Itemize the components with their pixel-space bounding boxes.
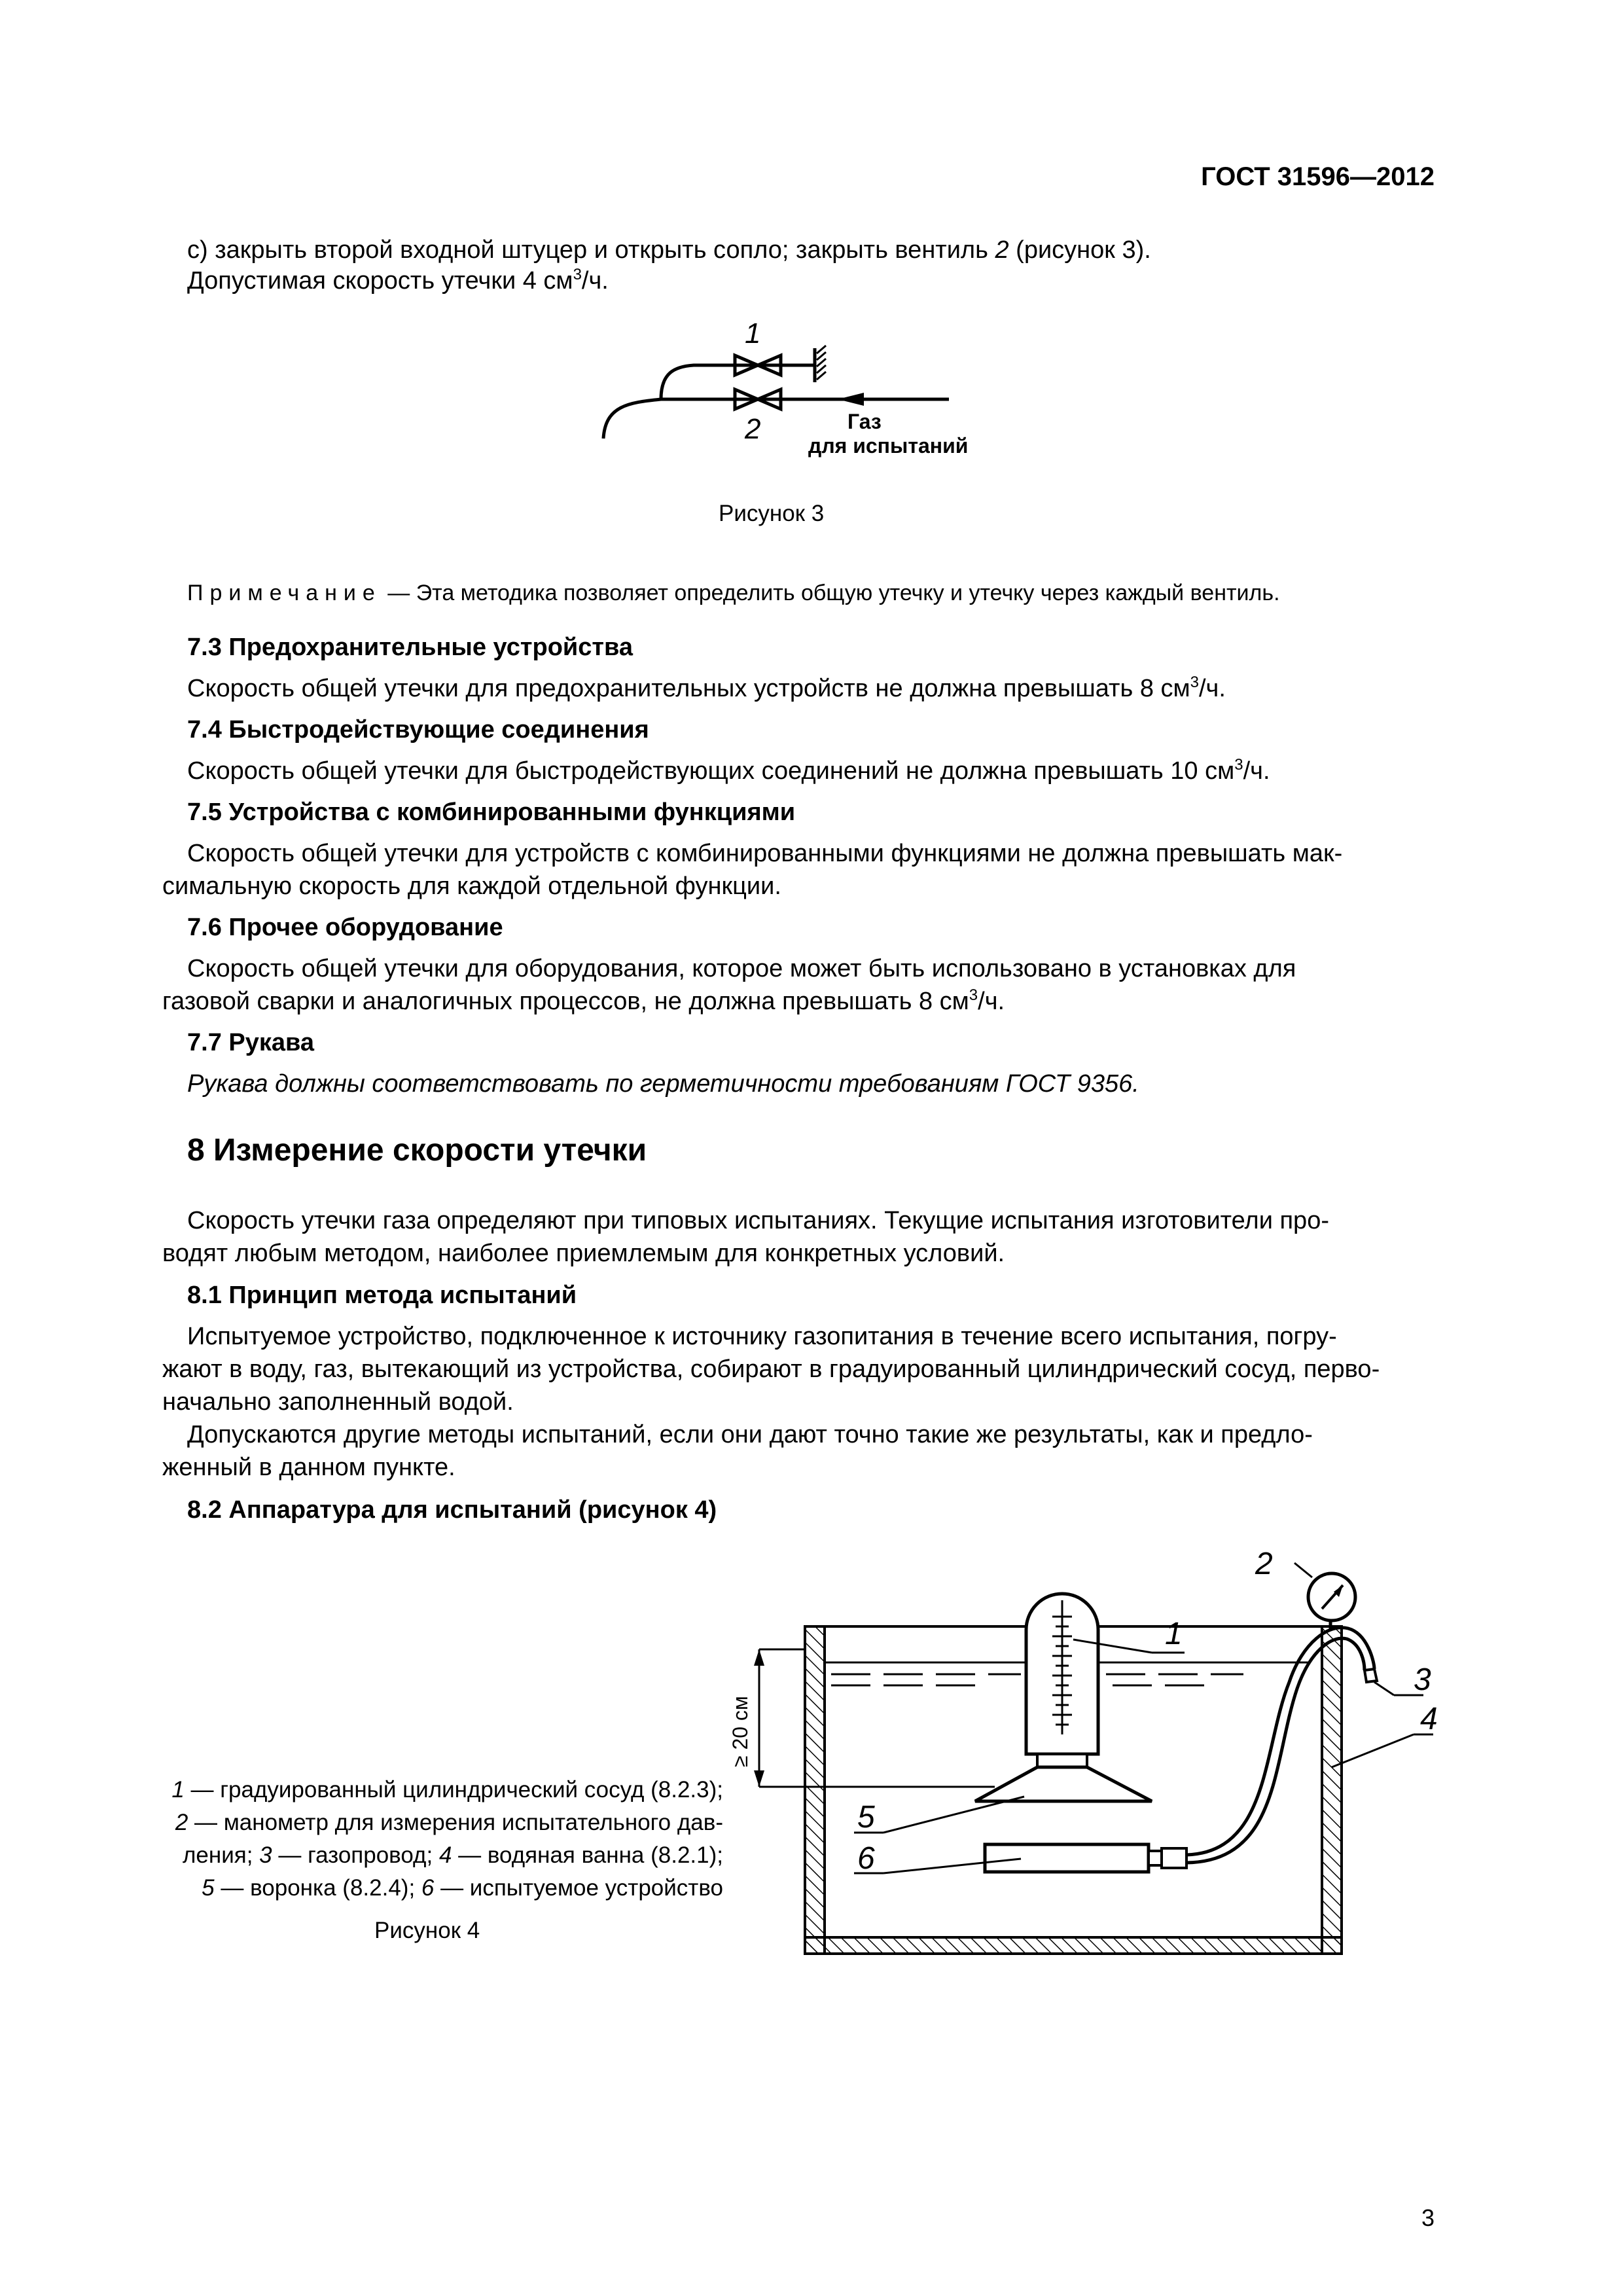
section-7-3-text (187, 671, 1435, 707)
bath-bottom (805, 1937, 1342, 1954)
legend-line-3 (105, 1839, 723, 1872)
legend-num-6: 6 (421, 1875, 435, 1901)
section-7-6-body: газовой сварки и аналогичных процессов, не должна превышать 8 см (162, 988, 969, 1015)
section-7-6-unit: /ч. (978, 988, 1005, 1015)
section-7-4-unit: /ч. (1243, 757, 1270, 785)
note-text: — Эта методика позволяет определить общую утечку и утечку через каждый вентиль. (381, 581, 1280, 605)
legend-line-2 (105, 1806, 723, 1839)
note (187, 577, 1435, 609)
figure-3-diagram (576, 308, 969, 478)
legend-text-6: — испытуемое устройство (434, 1875, 723, 1901)
section-8-1-line-3: начально заполненный водой. (162, 1388, 514, 1416)
figure-3-label-1: 1 (745, 317, 761, 350)
section-7-6-line-2 (162, 984, 1005, 1020)
legend-text-2b: ления; (183, 1842, 260, 1868)
item-c-rate-text: Допустимая скорость утечки 4 см (187, 267, 573, 295)
document-standard-number: ГОСТ 31596—2012 (1201, 162, 1435, 191)
section-7-5-line-1: Скорость общей утечки для устройств с комбинированными функциями не должна превышать мак- (187, 840, 1343, 867)
legend-line-4 (105, 1872, 723, 1905)
section-7-6-line-1: Скорость общей утечки для оборудования, которое может быть использовано в установках для (187, 955, 1296, 982)
section-7-7-text (187, 1066, 1435, 1102)
legend-text-3: — газопровод; (272, 1842, 439, 1868)
figure-3-gas-label: Газ (847, 410, 882, 433)
section-8-1-title: 8.1 Принцип метода испытаний (187, 1282, 577, 1309)
section-8-1-line-1: Испытуемое устройство, подключенное к источнику газопитания в течение всего испытания, погру- (187, 1323, 1337, 1350)
figure-4-label-6: 6 (857, 1841, 875, 1876)
section-7-6-title: 7.6 Прочее оборудование (187, 914, 503, 941)
figure-4-label-2: 2 (1255, 1547, 1273, 1581)
item-c-rate (187, 263, 1435, 299)
section-7-6-sup: 3 (969, 986, 978, 1004)
figure-4-label-4: 4 (1420, 1702, 1438, 1736)
legend-text-2: — манометр для измерения испытательного дав- (188, 1810, 723, 1835)
figure-4-caption: Рисунок 4 (374, 1918, 480, 1943)
figure-4-legend (105, 1774, 723, 1905)
bath-right-wall (1322, 1626, 1342, 1954)
figure-4-label-1: 1 (1165, 1617, 1183, 1651)
section-8-intro-line-2: водят любым методом, наиболее приемлемым для конкретных условий. (162, 1240, 1005, 1267)
section-8-intro-line-1: Скорость утечки газа определяют при типовых испытаниях. Текущие испытания изготовители про- (187, 1207, 1329, 1234)
legend-line-1 (105, 1774, 723, 1806)
section-7-4-body: Скорость общей утечки для быстродействующих соединений не должна превышать 10 см (187, 757, 1235, 785)
figure-3-caption: Рисунок 3 (719, 501, 825, 526)
item-c-rate-sup: 3 (573, 266, 582, 283)
section-8-title: 8 Измерение скорости утечки (187, 1133, 647, 1168)
test-device (985, 1844, 1149, 1872)
figure-3-label-2: 2 (745, 413, 761, 445)
item-c-rate-unit: /ч. (581, 267, 609, 295)
legend-num-5: 5 (202, 1875, 215, 1901)
figure-4-label-3: 3 (1414, 1662, 1431, 1697)
legend-num-4: 4 (438, 1842, 452, 1868)
legend-num-2: 2 (175, 1810, 188, 1835)
section-7-5-line-2: симальную скорость для каждой отдельной функции. (162, 872, 781, 900)
section-7-4-title: 7.4 Быстродействующие соединения (187, 716, 649, 744)
section-7-7-body: Рукава должны соответствовать по герметичности требованиям ГОСТ 9356. (187, 1070, 1139, 1098)
section-8-1-line-4: Допускаются другие методы испытаний, если они дают точно такие же результаты, как и предло- (187, 1421, 1313, 1448)
bath-left-wall (805, 1626, 825, 1954)
section-7-3-body: Скорость общей утечки для предохранительных устройств не должна превышать 8 см (187, 675, 1190, 702)
note-label: Примечание (187, 581, 382, 605)
legend-num-3: 3 (259, 1842, 272, 1868)
section-7-4-text (187, 753, 1435, 789)
legend-text-5: — воронка (8.2.4); (214, 1875, 421, 1901)
section-8-1-line-5: женный в данном пункте. (162, 1454, 455, 1481)
item-c-suffix: (рисунок 3). (1008, 236, 1151, 264)
section-7-4-sup: 3 (1234, 756, 1243, 774)
item-c-text: c) закрыть второй входной штуцер и открыть сопло; закрыть вентиль (187, 236, 995, 264)
section-7-3-sup: 3 (1190, 673, 1199, 691)
funnel (975, 1767, 1152, 1801)
page-number: 3 (1421, 2204, 1435, 2231)
legend-num-1: 1 (171, 1777, 185, 1803)
item-c-valve-number: 2 (995, 236, 1009, 264)
section-7-3-unit: /ч. (1199, 675, 1226, 702)
figure-4-diagram (720, 1547, 1472, 1990)
section-7-5-title: 7.5 Устройства с комбинированными функциями (187, 798, 796, 826)
section-7-3-title: 7.3 Предохранительные устройства (187, 634, 633, 661)
section-8-1-line-2: жают в воду, газ, вытекающий из устройства, собирают в градуированный цилиндрический сосуд, перво- (162, 1355, 1380, 1383)
legend-text-1: — градуированный цилиндрический сосуд (8.2.3); (184, 1777, 723, 1803)
figure-3-gas-label-2: для испытаний (808, 434, 969, 457)
figure-4-dimension: ≥ 20 см (728, 1696, 752, 1767)
figure-4-label-5: 5 (857, 1800, 875, 1835)
section-8-2-title: 8.2 Аппаратура для испытаний (рисунок 4) (187, 1496, 717, 1524)
section-7-7-title: 7.7 Рукава (187, 1029, 315, 1056)
legend-text-4: — водяная ванна (8.2.1); (452, 1842, 723, 1868)
